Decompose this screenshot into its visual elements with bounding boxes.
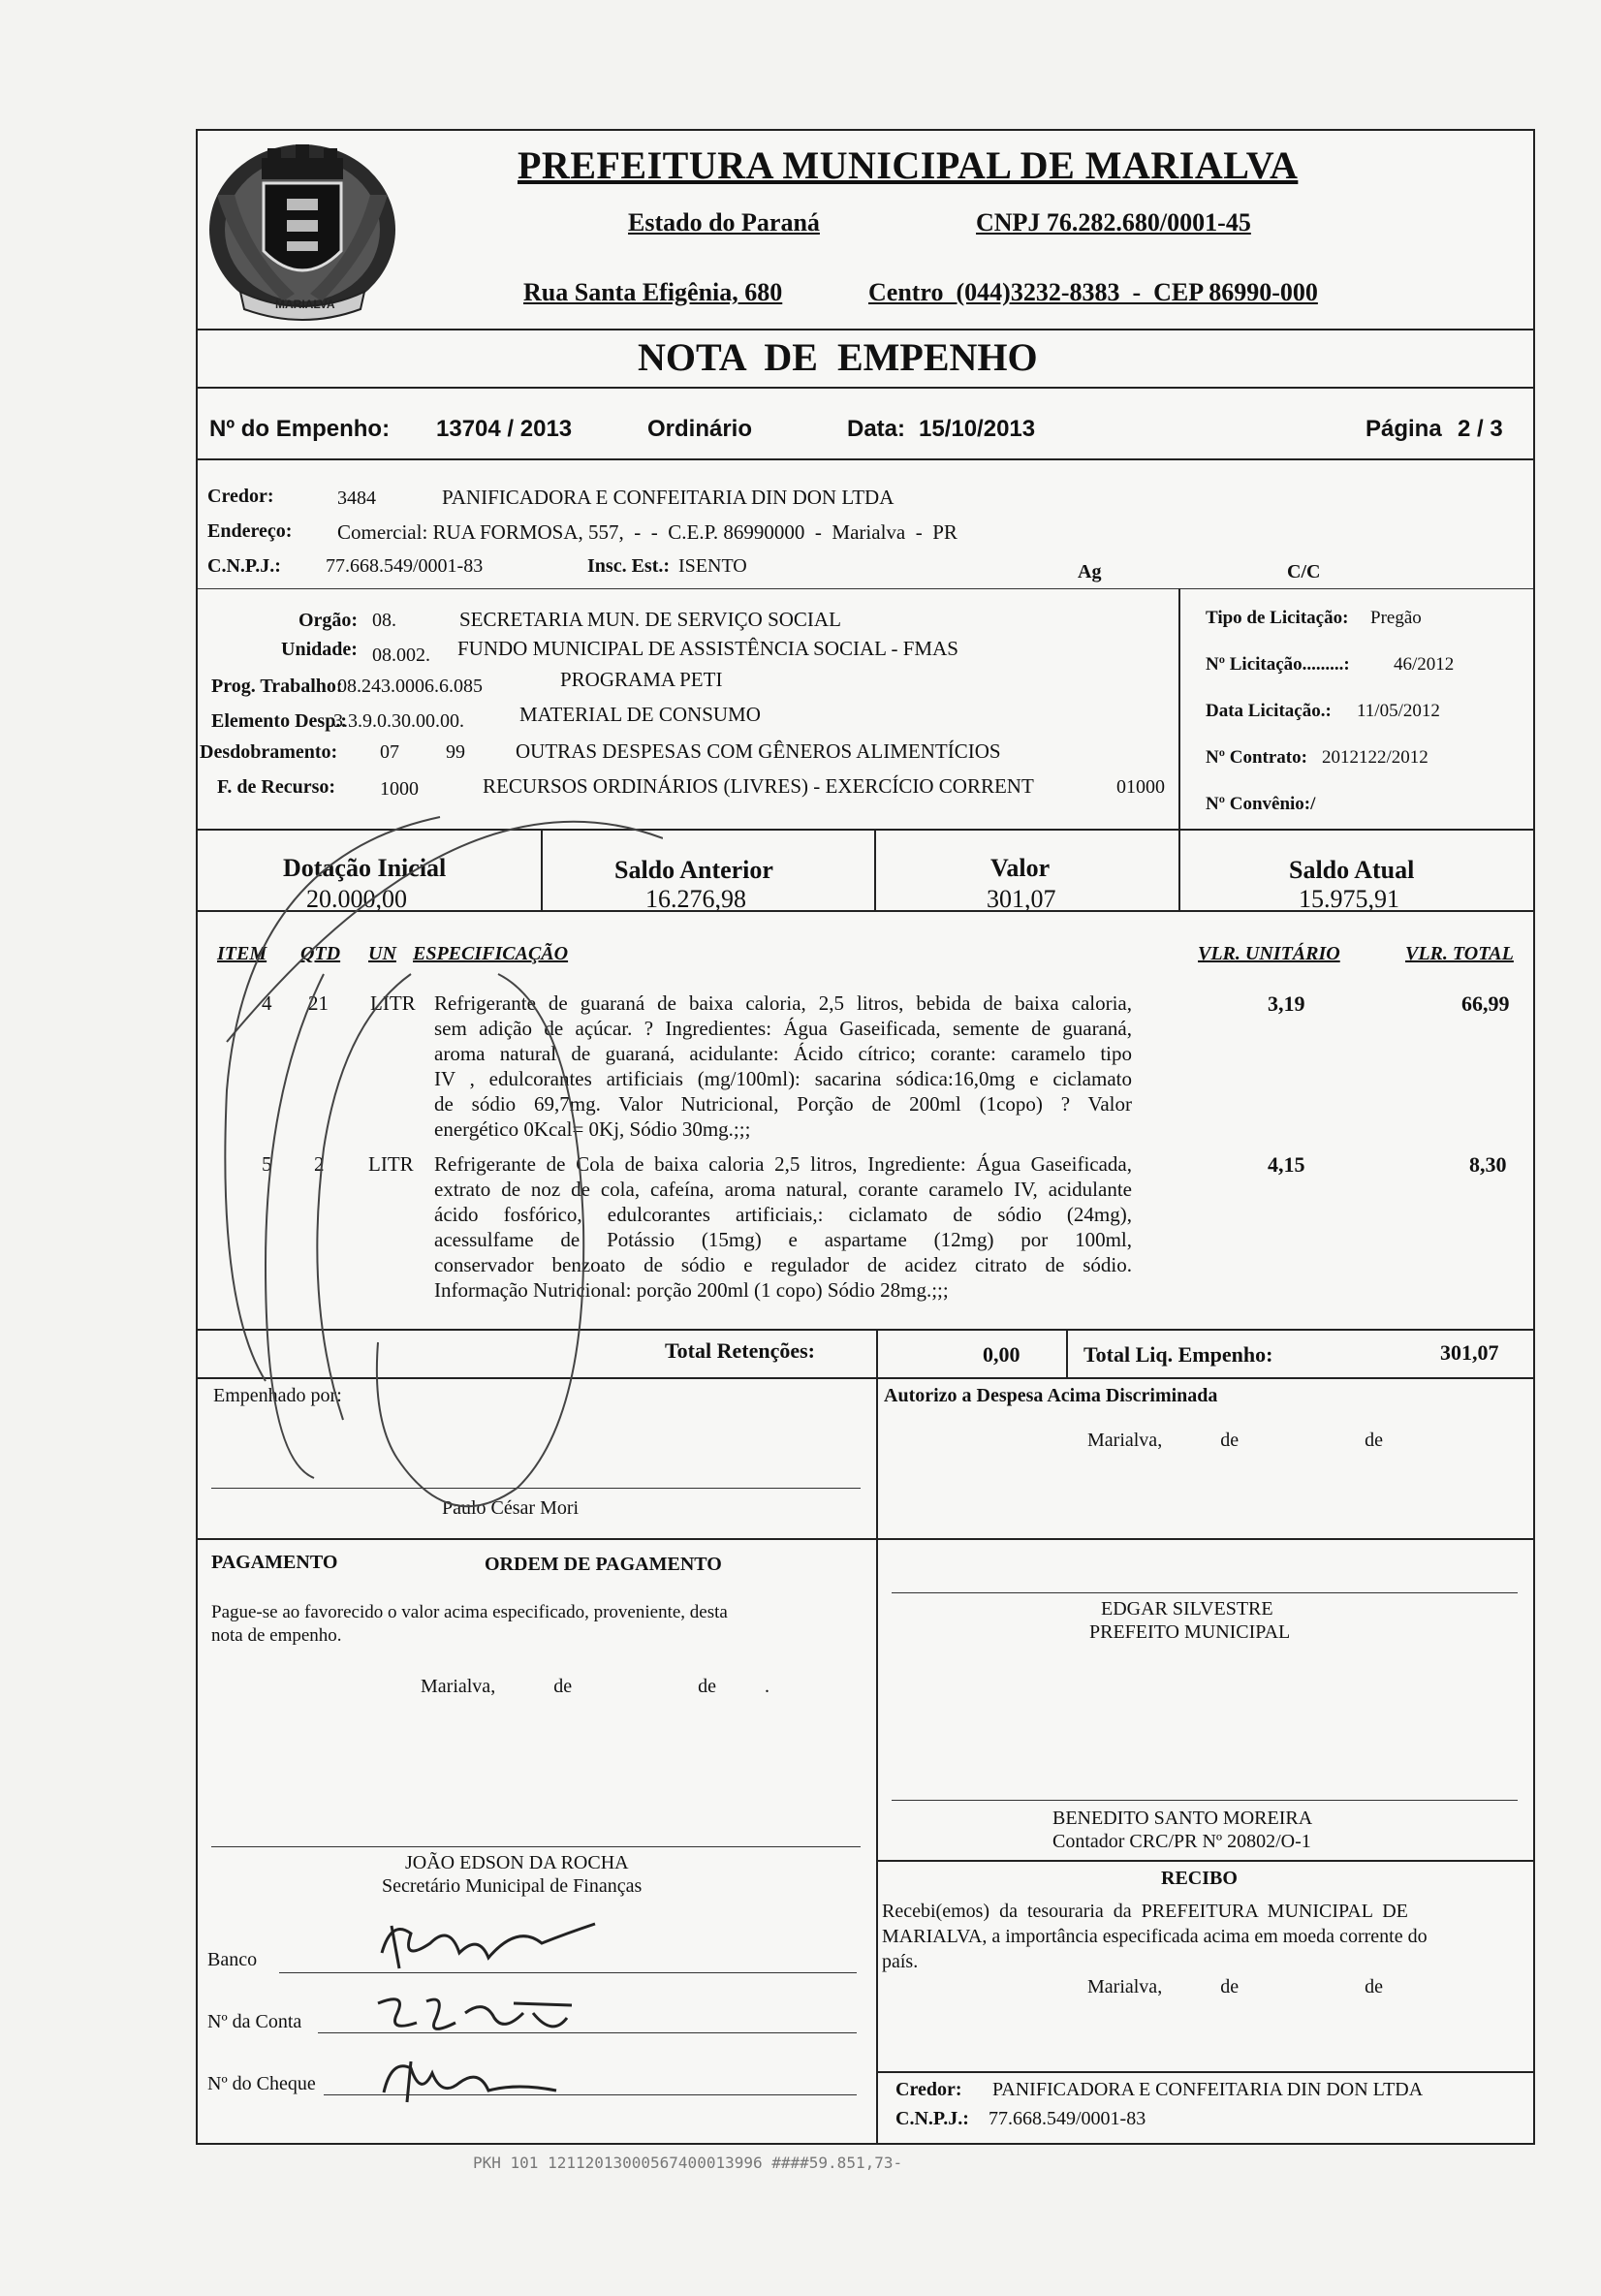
empenho-number: 13704 / 2013 [436,416,573,442]
credor-cnpj-label: C.N.P.J.: [207,555,281,577]
document-page [196,129,1535,2145]
tipo-licitacao: Pregão [1370,608,1422,628]
address-label: Endereço: [207,520,293,542]
header-cnpj: CNPJ 76.282.680/0001-45 [976,208,1251,236]
recibo-credor: PANIFICADORA E CONFEITARIA DIN DON LTDA [992,2079,1424,2100]
credor-label: Credor: [207,486,274,507]
header-divider [198,329,1533,330]
recibo-cnpj-label: C.N.P.J.: [895,2108,969,2129]
unidade-code: 08.002. [372,645,430,666]
contrato-label: Nº Contrato: [1206,747,1307,768]
orgao-code: 08. [372,610,396,631]
footer-machine-code: PKH 101 12112013000567400013996 ####59.851,73- [473,2154,903,2172]
item-total-value: 66,99 [1461,991,1510,1016]
autorizo-label: Autorizo a Despesa Acima Discriminada [884,1385,1218,1406]
total-liq-label: Total Liq. Empenho: [1083,1342,1273,1367]
orgao-name: SECRETARIA MUN. DE SERVIÇO SOCIAL [459,608,841,631]
prefeito-role: PREFEITO MUNICIPAL [1089,1621,1291,1643]
credor-cnpj: 77.668.549/0001-83 [326,555,484,577]
recurso-name: RECURSOS ORDINÁRIOS (LIVRES) - EXERCÍCIO CORRENT [483,774,1034,798]
handwritten-signature-banco [372,1914,605,1976]
saldo-anterior-value: 16.276,98 [645,885,746,913]
recibo-text: Recebi(emos) da tesouraria da PREFEITURA MUNICIPAL DE [882,1901,1408,1922]
desdobramento-code-2: 99 [446,741,465,763]
col-item: ITEM [217,943,267,964]
data-licitacao: 11/05/2012 [1357,701,1440,721]
prefeito-signature-line [892,1592,1518,1593]
item-spec-line: conservador benzoato de sódio e regulador de acidez citrato de sódio. [434,1253,1132,1276]
recibo-text: MARIALVA, a importância especificada acima em moeda corrente do [882,1926,1428,1947]
item-total-value: 8,30 [1469,1152,1507,1177]
banco-label: Banco [207,1949,258,1970]
recurso-code: 1000 [380,778,419,800]
cheque-label: Nº do Cheque [207,2073,316,2094]
pagamento-place-line: Marialva, de de . [421,1676,769,1697]
recurso-code-2: 01000 [1116,776,1165,798]
municipal-coat-of-arms-icon [205,137,399,327]
item-spec-line: extrato de noz de cola, cafeína, aroma natural, corante caramelo IV, acidulante [434,1178,1132,1201]
ag-label: Ag [1078,561,1102,582]
contador-name: BENEDITO SANTO MOREIRA [1052,1808,1313,1829]
num-licitacao-label: Nº Licitação.........: [1206,654,1350,675]
desdobramento-code-1: 07 [380,741,399,763]
convenio-label: Nº Convênio:/ [1206,794,1316,814]
item-number: 4 [262,991,272,1015]
retencoes-value: 0,00 [983,1342,1020,1367]
licitacao-divider [1178,588,1180,829]
recibo-divider [876,1860,1533,1862]
handwritten-account-number [368,1984,581,2046]
item-spec-line: Refrigerante de guaraná de baixa caloria, 2,5 litros, bebida de baixa caloria, [434,991,1132,1015]
handwritten-check-number [372,2054,566,2106]
elemento-code: 3.3.9.0.30.00.00. [333,710,464,732]
saldo-atual-label: Saldo Atual [1289,856,1415,884]
ordem-pagamento-title: ORDEM DE PAGAMENTO [485,1554,722,1575]
insc-value: ISENTO [678,555,747,577]
item-spec-line: aroma natural de guaraná, acidulante: Ácido cítrico; corante: caramelo tipo [434,1042,1132,1065]
secretario-name: JOÃO EDSON DA ROCHA [405,1852,629,1873]
prog-code: 08.243.0006.6.085 [337,676,483,697]
header-address: Rua Santa Efigênia, 680 [523,278,783,306]
num-licitacao: 46/2012 [1394,654,1455,675]
municipality-title: PREFEITURA MUNICIPAL DE MARIALVA [518,143,1299,187]
empenho-type: Ordinário [647,416,753,442]
state-name: Estado do Paraná [628,208,820,236]
recurso-label: F. de Recurso: [217,776,336,798]
balances-col-2 [874,829,876,910]
recibo-credor-label: Credor: [895,2079,962,2100]
signature-divider [876,1377,878,2143]
item-qtd: 21 [308,991,329,1015]
contador-signature-line [892,1800,1518,1801]
credor-divider [198,588,1533,589]
empenho-divider [198,458,1533,460]
cc-label: C/C [1287,561,1321,582]
empenho-label: Nº do Empenho: [209,416,391,442]
total-liq-value: 301,07 [1440,1340,1499,1365]
item-spec-line: de sódio 69,7mg. Valor Nutricional, Porção de 200ml (1copo) ? Valor [434,1092,1132,1116]
totals-col-1 [876,1329,878,1377]
dotacao-value: 20.000,00 [306,885,407,913]
recibo-place-line: Marialva, de de [1087,1976,1383,1997]
item-unit: LITR [368,1152,414,1176]
orgao-label: Orgão: [298,610,359,631]
recibo-text: país. [882,1951,919,1972]
date-label: Data: [847,416,906,442]
totals-col-2 [1066,1329,1068,1377]
insc-label: Insc. Est.: [587,555,671,577]
credor-name: PANIFICADORA E CONFEITARIA DIN DON LTDA [442,486,895,509]
credor-box-divider [876,2071,1533,2073]
pagamento-text: Pague-se ao favorecido o valor acima especificado, proveniente, desta [211,1602,728,1622]
unidade-label: Unidade: [281,639,358,660]
prog-label: Prog. Trabalho: [211,676,343,697]
col-spec: ESPECIFICAÇÃO [413,943,569,964]
secretario-role: Secretário Municipal de Finanças [382,1875,643,1897]
unidade-name: FUNDO MUNICIPAL DE ASSISTÊNCIA SOCIAL - FMAS [457,637,958,660]
saldo-atual-value: 15.975,91 [1299,885,1399,913]
item-spec-line: Informação Nutricional: porção 200ml (1 copo) Sódio 28mg.;;; [434,1278,949,1302]
valor-label: Valor [990,854,1051,882]
conta-label: Nº da Conta [207,2011,302,2032]
contrato-number: 2012122/2012 [1322,747,1428,768]
prefeito-name: EDGAR SILVESTRE [1101,1598,1273,1620]
secretario-signature-line [211,1846,861,1847]
credor-address: Comercial: RUA FORMOSA, 557, - - C.E.P. 86990000 - Marialva - PR [337,520,957,544]
retencoes-label: Total Retenções: [665,1338,815,1363]
valor-value: 301,07 [987,885,1056,913]
item-spec-line: energético 0Kcal= 0Kj, Sódio 30mg.;;; [434,1117,751,1141]
item-spec-line: Refrigerante de Cola de baixa caloria 2,5 litros, Ingrediente: Água Gaseificada, [434,1152,1132,1176]
col-qtd: QTD [300,943,341,964]
empenho-date: 15/10/2013 [919,416,1036,442]
page-number: 2 / 3 [1458,416,1503,442]
title-divider [198,387,1533,389]
item-unit-value: 4,15 [1268,1152,1305,1177]
data-licitacao-label: Data Licitação.: [1206,701,1332,721]
prog-name: PROGRAMA PETI [560,668,723,691]
credor-code: 3484 [337,488,376,509]
seal-banner-text: MARIALVA [275,298,335,311]
elemento-label: Elemento Desp.: [211,710,347,732]
item-number: 5 [262,1152,272,1176]
pen-circle-mark [207,800,663,1604]
document-title: NOTA DE EMPENHO [638,335,1038,379]
item-spec-line: sem adição de açúcar. ? Ingredientes: Água Gaseificada, semente de guaraná, [434,1017,1132,1040]
elemento-name: MATERIAL DE CONSUMO [519,703,761,726]
header-contact: Centro (044)3232-8383 - CEP 86990-000 [868,278,1318,306]
desdobramento-label: Desdobramento: [200,741,338,763]
autorizo-place-line: Marialva, de de [1087,1430,1383,1451]
col-unit-value: VLR. UNITÁRIO [1198,943,1340,964]
saldo-anterior-label: Saldo Anterior [614,856,773,884]
col-un: UN [368,943,396,964]
page-label: Página [1366,416,1442,442]
recibo-cnpj: 77.668.549/0001-83 [989,2108,1146,2129]
dotacao-label: Dotação Inicial [283,854,447,882]
item-spec-line: ácido fosfórico, edulcorantes artificiais,: ciclamato de sódio (24mg), [434,1203,1132,1226]
pagamento-label: PAGAMENTO [211,1552,338,1573]
item-unit: LITR [370,991,416,1015]
pagamento-text: nota de empenho. [211,1625,342,1646]
item-unit-value: 3,19 [1268,991,1305,1016]
recibo-title: RECIBO [1161,1868,1238,1889]
contador-role: Contador CRC/PR Nº 20802/O-1 [1052,1831,1311,1852]
tipo-licitacao-label: Tipo de Licitação: [1206,608,1349,628]
item-spec-line: IV , edulcorantes artificiais (mg/100ml): sacarina sódica:16,0mg e ciclamato [434,1067,1132,1090]
desdobramento-name: OUTRAS DESPESAS COM GÊNEROS ALIMENTÍCIOS [516,739,1001,763]
empenhado-name: Paulo César Mori [442,1497,580,1519]
item-qtd: 2 [314,1152,325,1176]
item-spec-line: acessulfame de Potássio (15mg) e aspartame (12mg) por 100ml, [434,1228,1132,1251]
empenhado-label: Empenhado por: [213,1385,342,1406]
col-total-value: VLR. TOTAL [1405,943,1514,964]
balances-col-3 [1178,829,1180,910]
